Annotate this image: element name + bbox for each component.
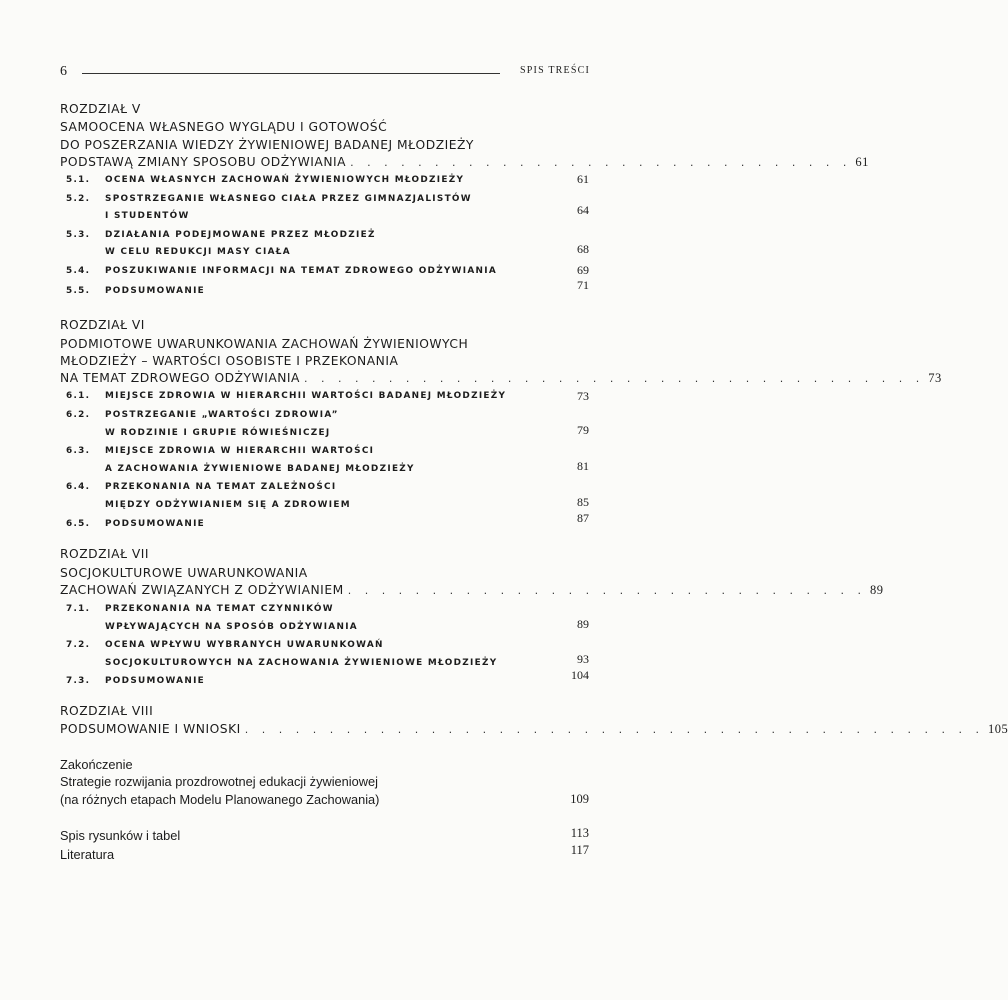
toc-section-5-2[interactable]: 5.2. SPOSTRZEGANIE WŁASNEGO CIAŁA PRZEZ GIMNAZJALISTÓW: [66, 194, 472, 204]
toc-section-6-3-cont[interactable]: A ZACHOWANIA ŻYWIENIOWE BADANEJ MŁODZIEŻY 81: [105, 459, 589, 474]
leader-dots: . . . . . . . . . . . . . . . . . . . . . . . . . . . . . .: [350, 156, 852, 169]
toc-section-5-3-cont[interactable]: W CELU REDUKCJI MASY CIAŁA 68: [105, 242, 589, 257]
toc-section-7-2[interactable]: 7.2. OCENA WPŁYWU WYBRANYCH UWARUNKOWAŃ: [66, 640, 384, 650]
toc-section-6-5[interactable]: 6.5. PODSUMOWANIE 87: [66, 511, 589, 529]
literature-entry[interactable]: Literatura 117: [60, 843, 589, 862]
toc-section-5-1[interactable]: 5.1. OCENA WŁASNYCH ZACHOWAŃ ŻYWIENIOWYCH MŁODZIEŻY 61: [66, 172, 589, 186]
leader-dots: . . . . . . . . . . . . . . . . . . . . . . . . . . . . . . .: [347, 584, 866, 597]
chapter-6-title-line-3[interactable]: NA TEMAT ZDROWEGO ODŻYWIANIA . . . . . . . . . . . . . . . . . . . . . . . . . . . . . . . . . . . . . 73: [60, 371, 942, 385]
running-title: SPIS TREŚCI: [520, 65, 590, 76]
chapter-5-title-line-2: DO POSZERZANIA WIEDZY ŻYWIENIOWEJ BADANEJ MŁODZIEŻY: [60, 138, 474, 152]
toc-section-5-4[interactable]: 5.4. POSZUKIWANIE INFORMACJI NA TEMAT ZDROWEGO ODŻYWIANIA 69: [66, 263, 589, 277]
chapter-5-page: 61: [855, 155, 869, 169]
ending-line-2[interactable]: (na różnych etapach Modelu Planowanego Zachowania) 109: [60, 792, 589, 807]
toc-section-6-2[interactable]: 6.2. POSTRZEGANIE „WARTOŚCI ZDROWIA”: [66, 410, 339, 420]
chapter-6-page: 73: [928, 371, 942, 385]
chapter-8-page: 105: [987, 722, 1008, 736]
toc-section-7-3[interactable]: 7.3. PODSUMOWANIE 104: [66, 668, 589, 686]
toc-section-7-2-cont[interactable]: SOCJOKULTUROWYCH NA ZACHOWANIA ŻYWIENIOWE MŁODZIEŻY 93: [105, 652, 589, 668]
chapter-8-title[interactable]: PODSUMOWANIE I WNIOSKI . . . . . . . . . . . . . . . . . . . . . . . . . . . . . . . . . . . . . . . . . . . . 105: [60, 722, 1008, 736]
toc-section-6-4-cont[interactable]: MIĘDZY ODŻYWIANIEM SIĘ A ZDROWIEM 85: [105, 495, 589, 510]
page-header: [60, 64, 590, 82]
ending-page: 109: [570, 792, 589, 806]
page-number: 6: [60, 64, 67, 79]
ending-line-1: Strategie rozwijania prozdrowotnej edukacji żywieniowej: [60, 774, 378, 789]
chapter-5-title-line-1: SAMOOCENA WŁASNEGO WYGLĄDU I GOTOWOŚĆ: [60, 120, 388, 134]
toc-section-5-3[interactable]: 5.3. DZIAŁANIA PODEJMOWANE PRZEZ MŁODZIEŻ: [66, 230, 376, 240]
toc-section-5-5[interactable]: 5.5. PODSUMOWANIE 71: [66, 278, 589, 296]
leader-dots: . . . . . . . . . . . . . . . . . . . . . . . . . . . . . . . . . . . . . . . . . . . .: [244, 723, 984, 736]
chapter-7-title-line-2[interactable]: ZACHOWAŃ ZWIĄZANYCH Z ODŻYWIANIEM . . . . . . . . . . . . . . . . . . . . . . . . . . . . . . . 89: [60, 583, 884, 597]
ending-heading: Zakończenie: [60, 757, 133, 772]
chapter-5-title-line-3[interactable]: PODSTAWĄ ZMIANY SPOSOBU ODŻYWIANIA . . . . . . . . . . . . . . . . . . . . . . . . . . . . . . 61: [60, 155, 869, 169]
chapter-8-label: ROZDZIAŁ VIII: [60, 704, 154, 718]
toc-section-6-3[interactable]: 6.3. MIEJSCE ZDROWIA W HIERARCHII WARTOŚCI: [66, 446, 375, 456]
toc-section-5-2-cont[interactable]: I STUDENTÓW 64: [105, 203, 589, 221]
leader-dots: . . . . . . . . . . . . . . . . . . . . . . . . . . . . . . . . . . . . .: [303, 372, 925, 385]
toc-section-6-2-cont[interactable]: W RODZINIE I GRUPIE RÓWIEŚNICZEJ 79: [105, 423, 589, 438]
chapter-6-title-line-1: PODMIOTOWE UWARUNKOWANIA ZACHOWAŃ ŻYWIENIOWYCH: [60, 337, 469, 351]
toc-section-7-1[interactable]: 7.1. PRZEKONANIA NA TEMAT CZYNNIKÓW: [66, 604, 334, 614]
toc-section-6-4[interactable]: 6.4. PRZEKONANIA NA TEMAT ZALEŻNOŚCI: [66, 482, 337, 492]
chapter-6-title-line-2: MŁODZIEŻY – WARTOŚCI OSOBISTE I PRZEKONANIA: [60, 354, 399, 368]
literature-page: 117: [570, 843, 589, 857]
toc-section-7-1-cont[interactable]: WPŁYWAJĄCYCH NA SPOSÓB ODŻYWIANIA 89: [105, 617, 589, 632]
chapter-7-page: 89: [870, 583, 884, 597]
figures-page: 113: [570, 826, 589, 840]
header-rule: [82, 73, 500, 74]
chapter-5-label: ROZDZIAŁ V: [60, 102, 141, 116]
toc-section-6-1[interactable]: 6.1. MIEJSCE ZDROWIA W HIERARCHII WARTOŚCI BADANEJ MŁODZIEŻY 73: [66, 389, 589, 403]
chapter-6-label: ROZDZIAŁ VI: [60, 318, 145, 332]
figures-entry[interactable]: Spis rysunków i tabel 113: [60, 826, 589, 843]
chapter-7-title-line-1: SOCJOKULTUROWE UWARUNKOWANIA: [60, 566, 308, 580]
chapter-7-label: ROZDZIAŁ VII: [60, 547, 150, 561]
